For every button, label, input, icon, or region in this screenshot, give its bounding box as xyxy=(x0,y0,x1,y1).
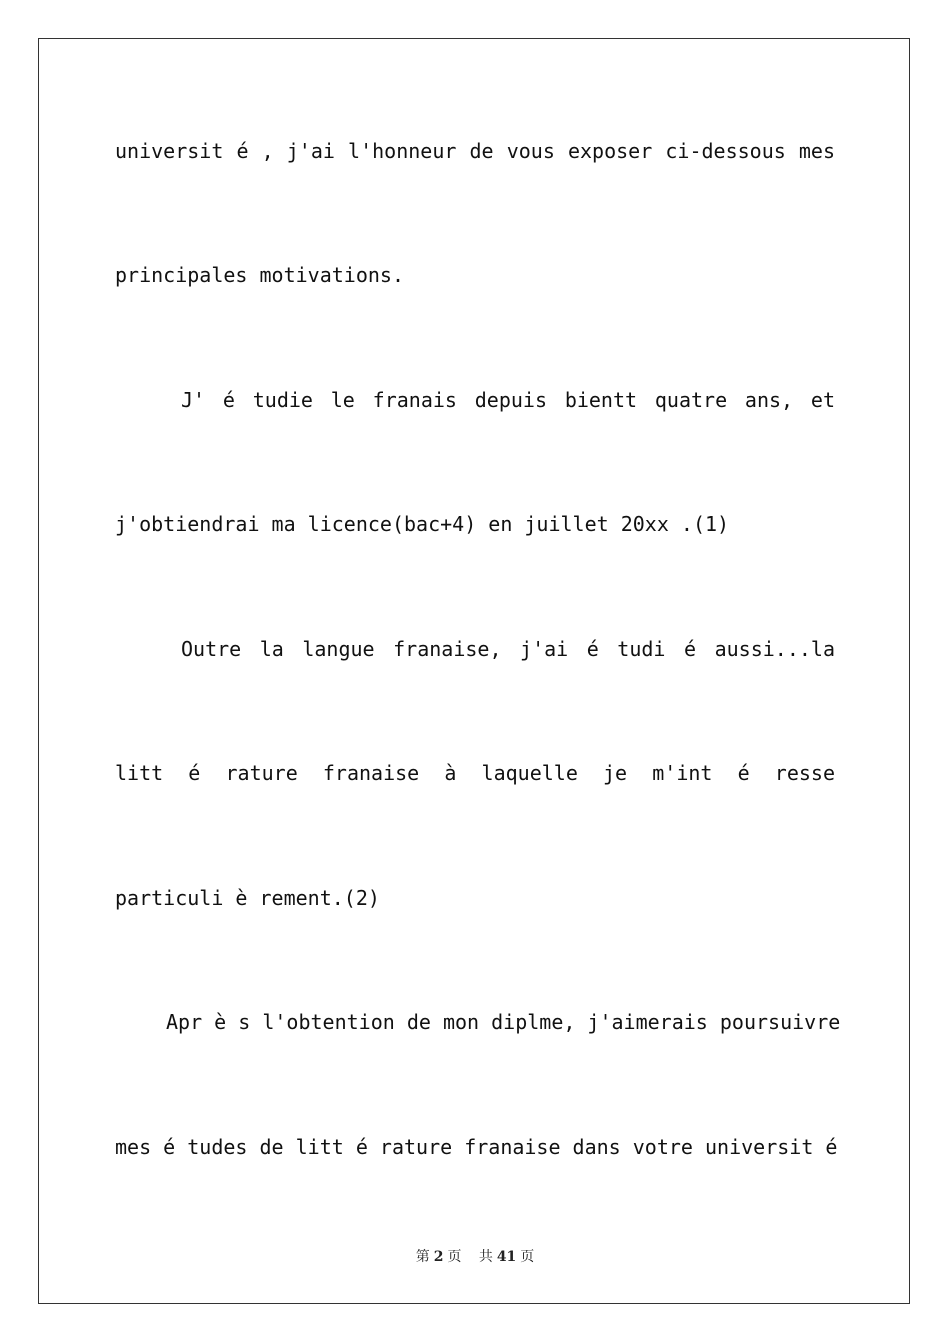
text-line-3: J' é tudie le franais depuis bientt quatre ans, et xyxy=(181,388,835,412)
page-frame xyxy=(38,38,910,1304)
footer-page-suffix: 页 xyxy=(447,1249,462,1265)
text-line-8: Apr è s l'obtention de mon diplme, j'aimerais poursuivre xyxy=(166,1010,841,1034)
footer-total-suffix: 页 xyxy=(520,1249,535,1265)
text-line-5: Outre la langue franaise, j'ai é tudi é aussi...la xyxy=(181,637,835,661)
text-line-4: j'obtiendrai ma licence(bac+4) en juillet 20xx .(1) xyxy=(115,512,730,536)
text-line-7: particuli è rement.(2) xyxy=(115,886,380,910)
page-footer xyxy=(0,1246,950,1266)
text-line-2: principales motivations. xyxy=(115,263,404,287)
text-line-6: litt é rature franaise à laquelle je m'int é resse xyxy=(115,761,835,785)
text-line-1: universit é , j'ai l'honneur de vous exposer ci-dessous mes xyxy=(115,139,835,163)
footer-prefix: 第 xyxy=(415,1249,430,1265)
footer-total-prefix: 共 xyxy=(478,1249,493,1265)
text-line-9: mes é tudes de litt é rature franaise dans votre universit é xyxy=(115,1135,838,1159)
footer-total-pages: 41 xyxy=(496,1249,517,1265)
footer-page-number: 2 xyxy=(433,1249,444,1265)
